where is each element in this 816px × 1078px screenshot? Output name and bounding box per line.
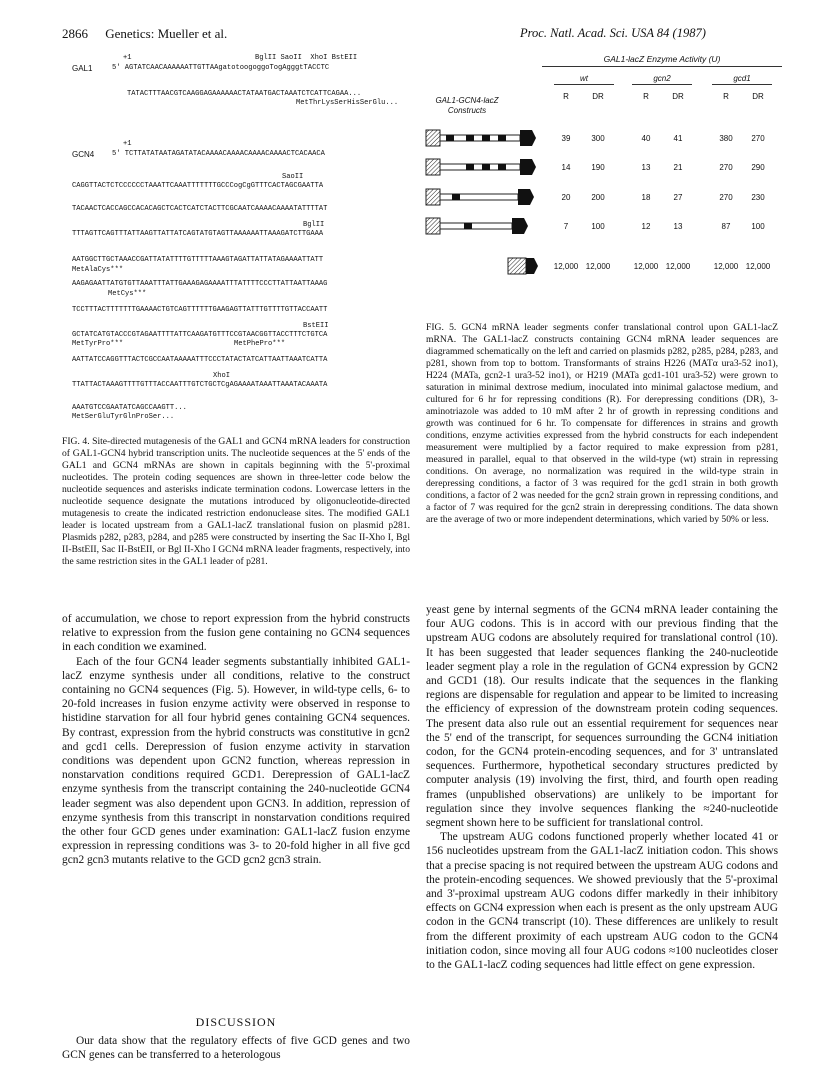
- uorf-block: [452, 194, 460, 200]
- lacz-end: [520, 130, 536, 146]
- paragraph: Our data show that the regulatory effects of five GCD genes and two GCN genes can be transferred to a heterologous: [62, 1035, 410, 1062]
- condition-label: DR: [752, 92, 764, 101]
- paragraph: Each of the four GCN4 leader segments substantially inhibited GAL1-lacZ enzyme synthesis under all conditions, relative to the construct containing no GCN4 sequences (Fig. 5). However, in wild-type cells, 6- to 20-fold increases in fusion enzyme activity were observed in response to histidine starvation for all four hybrid genes containing GCN4 sequences. By contrast, expression from the hybrid constructs was constitutive in gcn2 and gcd1 cells. Derepression of fusion enzyme activity in starvation conditions was dependent upon GCN2 function, whereas repression in nonstarvation conditions required GCD1. Derepression of GAL1-lacZ enzyme synthesis from the transcript containing the 240-nucleotide GCN4 leader segment was also dependent upon GCN3. In addition, repression of enzyme synthesis from this transcript in nonstarvation conditions required the other four GCD genes under examination: GAL1-lacZ fusion enzyme expression in repressing conditions was 3- to 20-fold higher in all five gcd gcn2 gcn3 mutants relative to the GCD gcn2 gcn3 strain.: [62, 655, 410, 867]
- seq-label-gal1: GAL1: [72, 64, 93, 73]
- lacz-end: [520, 159, 536, 175]
- table-cell: 7: [563, 222, 569, 231]
- table-cell: 27: [673, 193, 683, 202]
- uorf-block: [498, 135, 506, 141]
- table-cell: 40: [641, 134, 651, 143]
- table-cell: 380: [719, 134, 733, 143]
- seq-line: AATTATCCAGGTTTACTCGCCAATAAAAATTTCCCTATACTATCATTAATTAAATCATTA: [72, 356, 328, 364]
- running-header-right: Proc. Natl. Acad. Sci. USA 84 (1987): [520, 26, 706, 40]
- table-cell: 12,000: [553, 262, 579, 271]
- seq-site: BglII: [303, 221, 325, 229]
- discussion-body: [62, 1034, 410, 1062]
- seq-line: AAATGTCCGAATATCAGCCAAGTT...: [72, 404, 187, 412]
- condition-label: DR: [672, 92, 684, 101]
- seq-line: AAGAGAATTATGTGTTAAATTTATTGAAAGAGAAAATTTATTTTCCCTTATTAATTAAAG: [72, 280, 328, 288]
- table-cell: 87: [721, 222, 731, 231]
- seq-pos: +1: [123, 54, 132, 62]
- group-rule: [712, 84, 772, 85]
- page-number: 2866: [62, 26, 88, 41]
- title-rule: [542, 66, 782, 67]
- uorf-block: [498, 164, 506, 170]
- gal1-leader-block: [426, 189, 440, 205]
- fig5-caption: FIG. 5. GCN4 mRNA leader segments confer translational control upon GAL1-lacZ mRNA. The GAL1-lacZ constructs containing GCN4 mRNA leader sequences are diagrammed schematically on the left and carried on plasmids p282, p285, p284, p283, and p281, shown from top to bottom. Transformants of strains H226 (MATα ura3-52 ino1), H224 (MATa, gcn2-1 ura3-52 ino1), or H219 (MATa gcd1-101 ura3-52) were grown to saturation in minimal dextrose medium, inoculated into minimal galactose medium, and cultured for 6 hr for repressing conditions (R). For derepressing conditions (DR), 3-aminotriazole was added to 10 mM after 2 hr of growth in repressing conditions and growth was continued for 6 hr. To compensate for differences in strains and growth conditions, enzyme activities expressed from the hybrid constructs for each independent measurement were multiplied by a factor required to make expression from p281, measured in parallel, equal to that observed in the wild-type (wt) strain in repressing conditions. On average, no normalization was required in the wild-type strain in derepressing conditions, a factor of 3 was required for the gcd1 strain in both growth conditions, a factor of 2 was needed for the gcn2 strain grown in repressing conditions, and a factor of 7 was required for the gcn2 strain in derepressing conditions. The data shown are the average of two or more independent determinations, which varied by 50% or less.: [426, 322, 778, 525]
- running-header-left: [62, 26, 227, 42]
- lacz-block: [508, 258, 526, 274]
- table-cell: 14: [561, 163, 571, 172]
- seq-line: CAGGTTACTCTCCCCCCTAAATTCAAATTTTTTTGCCCogCgGTTTCACTAGCGAATTA: [72, 182, 324, 190]
- uorf-block: [464, 223, 472, 229]
- seq-line: TACAACTCACCAGCCACACAGCTCACTCATCTACTTCGCAATCAAAACAAAATATTTTAT: [72, 205, 328, 213]
- group-wt: wt: [580, 74, 588, 83]
- table-cell: 100: [751, 222, 765, 231]
- seq-pos: +1: [123, 140, 132, 148]
- gcn4-leader-bar: [440, 223, 512, 229]
- table-cell: 39: [561, 134, 571, 143]
- table-cell: 12: [641, 222, 651, 231]
- table-cell: 200: [591, 193, 605, 202]
- table-cell: 21: [673, 163, 683, 172]
- table-cell: 230: [751, 193, 765, 202]
- condition-label: R: [723, 92, 729, 101]
- seq-line: TCCTTTACTTTTTTTGAAAACTGTCAGTTTTTTGAAGAGTTATTTGTTTTGTTACCAATT: [72, 306, 328, 314]
- table-cell: 12,000: [713, 262, 739, 271]
- seq-sites: BglII SaoII XhoI BstEII: [255, 54, 358, 62]
- table-cell: 12,000: [585, 262, 611, 271]
- uorf-block: [466, 135, 474, 141]
- table-cell: 100: [591, 222, 605, 231]
- lacz-end: [526, 258, 538, 274]
- table-cell: 300: [591, 134, 605, 143]
- condition-label: R: [563, 92, 569, 101]
- fig5-figure: [424, 54, 784, 314]
- lacz-end: [512, 218, 528, 234]
- seq-protein: MetThrLysSerHisSerGlu...: [296, 99, 399, 107]
- gcn4-leader-bar: [440, 164, 520, 170]
- construct-diagrams: [424, 54, 554, 314]
- seq-site: XhoI: [213, 372, 231, 380]
- group-rule: [632, 84, 692, 85]
- seq-line: TATACTTTAACGTCAAGGAGAAAAAACTATAATGACTAAATCTCATTCAGAA...: [127, 90, 362, 98]
- table-cell: 13: [673, 222, 683, 231]
- lacz-end: [518, 189, 534, 205]
- seq-line: TTATTACTAAAGTTTTGTTTACCAATTTGTCTGCTCgAGAAAATAAATTAAATACAAATA: [72, 381, 328, 389]
- table-cell: 12,000: [665, 262, 691, 271]
- left-body: [62, 612, 410, 868]
- table-cell: 270: [719, 163, 733, 172]
- table-cell: 12,000: [745, 262, 771, 271]
- seq-line: AATGGCTTGCTAAACCGATTATATTTTGTTTTTAAAGTAGATTATTATAGAAAATTATT: [72, 256, 324, 264]
- seq-protein: MetSerGluTyrGlnProSer...: [72, 413, 175, 421]
- seq-line: GCTATCATGTACCCGTAGAATTTTATTCAAGATGTTTCCGTAACGGTTACCTTTCTGTCA: [72, 331, 328, 339]
- uorf-block: [482, 164, 490, 170]
- table-cell: 18: [641, 193, 651, 202]
- paragraph: of accumulation, we chose to report expression from the hybrid constructs relative to expression from the fusion gene containing no GCN4 sequences in each condition we examined.: [62, 613, 410, 654]
- table-cell: 290: [751, 163, 765, 172]
- journal-section-authors: Genetics: Mueller et al.: [105, 26, 228, 41]
- seq-protein: MetTyrPro***: [72, 340, 124, 348]
- constructs-label: GAL1-GCN4-lacZ Constructs: [435, 96, 499, 115]
- group-rule: [554, 84, 614, 85]
- paragraph: yeast gene by internal segments of the GCN4 mRNA leader containing the four AUG codons. This is in accord with our previous finding that the upstream AUG codons are absolutely required for translational control (10). It has been suggested that leader sequences flanking the 240-nucleotide leader segment play a role in the regulation of GCN4 expression by GCN2 and GCD1 (18). Our results indicate that the sequences in the flanking regions are dispensable for regulation and appear to be limited to increasing the efficiency of expression of the downstream protein coding sequences. The present data also rule out an essential requirement for sequences near the 5' end of the transcript, for sequences surrounding the GCN4 initiation codon, for the GCN4 protein-encoding sequences, and for 3' untranslated sequences. Furthermore, hypothetical secondary structures predicted by computer analysis (19) involving the first, third, and fourth open reading frames (unpublished observations) are unlikely to be important for regulation since they involve sequences flanking the ≈240-nucleotide segment shown here to be sufficient for translational control.: [426, 604, 778, 830]
- seq-site: BstEII: [303, 322, 329, 330]
- paragraph: The upstream AUG codons functioned properly whether located 41 or 156 nucleotides upstream from the GAL1-lacZ initiation codon. This shows that a precise spacing is not required between the upstream AUG codons and the protein-encoding sequences. We showed previously that the 5'-proximal and 3'-proximal upstream AUG codons differ markedly in their inhibitory effects on GCN4 expression when each is present as the only upstream AUG codon in the GCN4 transcript (10). These differences are unlikely to result from the different proximity of each upstream AUG codon to the GCN4 initiation codon, since moving all four AUG codons ≈100 nucleotides closer to the GAL1-lacZ coding sequences had little effect on gene expression.: [426, 831, 778, 972]
- condition-label: R: [643, 92, 649, 101]
- seq-protein: MetCys***: [108, 290, 147, 298]
- seq-line: 5' AGTATCAACAAAAAATTGTTAAgatotoogoggoTogAgggtTACCTC: [112, 64, 330, 72]
- fig5-title: GAL1-lacZ Enzyme Activity (U): [603, 54, 721, 64]
- seq-site: SaoII: [282, 173, 304, 181]
- table-cell: 13: [641, 163, 651, 172]
- seq-protein: MetPhePro***: [234, 340, 286, 348]
- right-body: [426, 603, 778, 972]
- table-cell: 12,000: [633, 262, 659, 271]
- gal1-leader-block: [426, 130, 440, 146]
- seq-line: 5' TCTTATATAATAGATATACAAAACAAAACAAAACAAAACTCACAACA: [112, 150, 325, 158]
- seq-label-gcn4: GCN4: [72, 150, 95, 159]
- discussion-heading: DISCUSSION: [195, 1015, 277, 1029]
- condition-label: DR: [592, 92, 604, 101]
- group-gcd1: gcd1: [733, 74, 751, 83]
- table-cell: 270: [719, 193, 733, 202]
- table-cell: 270: [751, 134, 765, 143]
- table-cell: 41: [673, 134, 683, 143]
- group-gcn2: gcn2: [653, 74, 671, 83]
- gal1-leader-block: [426, 218, 440, 234]
- seq-protein: MetAlaCys***: [72, 266, 124, 274]
- table-cell: 20: [561, 193, 571, 202]
- gcn4-leader-bar: [440, 194, 518, 200]
- uorf-block: [482, 135, 490, 141]
- table-cell: 190: [591, 163, 605, 172]
- fig4-caption: FIG. 4. Site-directed mutagenesis of the GAL1 and GCN4 mRNA leaders for construction of GAL1-GCN4 hybrid transcription units. The nucleotide sequences at the 5' ends of the GAL1 and GCN4 mRNAs are shown in capitals beginning with the 5'-proximal nucleotides. The protein coding sequences are shown in three-letter code below the nucleotide sequences and asterisks indicate termination codons. Lowercase letters in the nucleotide sequence designate the mutations introduced by oligonucleotide-directed mutagenesis to create the indicated restriction endonuclease sites. The modified GAL1 leader is located upstream from a GAL1-lacZ translational fusion on plasmid p281. Plasmids p282, p283, p284, and p285 were constructed by inserting the Sac II-Xho I, Bgl II-BstEII, Sac II-BstEII, or Bgl II-Xho I GCN4 mRNA leader fragments, respectively, into the same restriction sites in the GAL1 leader of p281.: [62, 436, 410, 567]
- uorf-block: [466, 164, 474, 170]
- seq-line: TTTAGTTCAGTTTATTAAGTTATTATCAGTATGTAGTTAAAAAATTAAAGATCTTGAAA: [72, 230, 324, 238]
- gal1-leader-block: [426, 159, 440, 175]
- uorf-block: [446, 135, 454, 141]
